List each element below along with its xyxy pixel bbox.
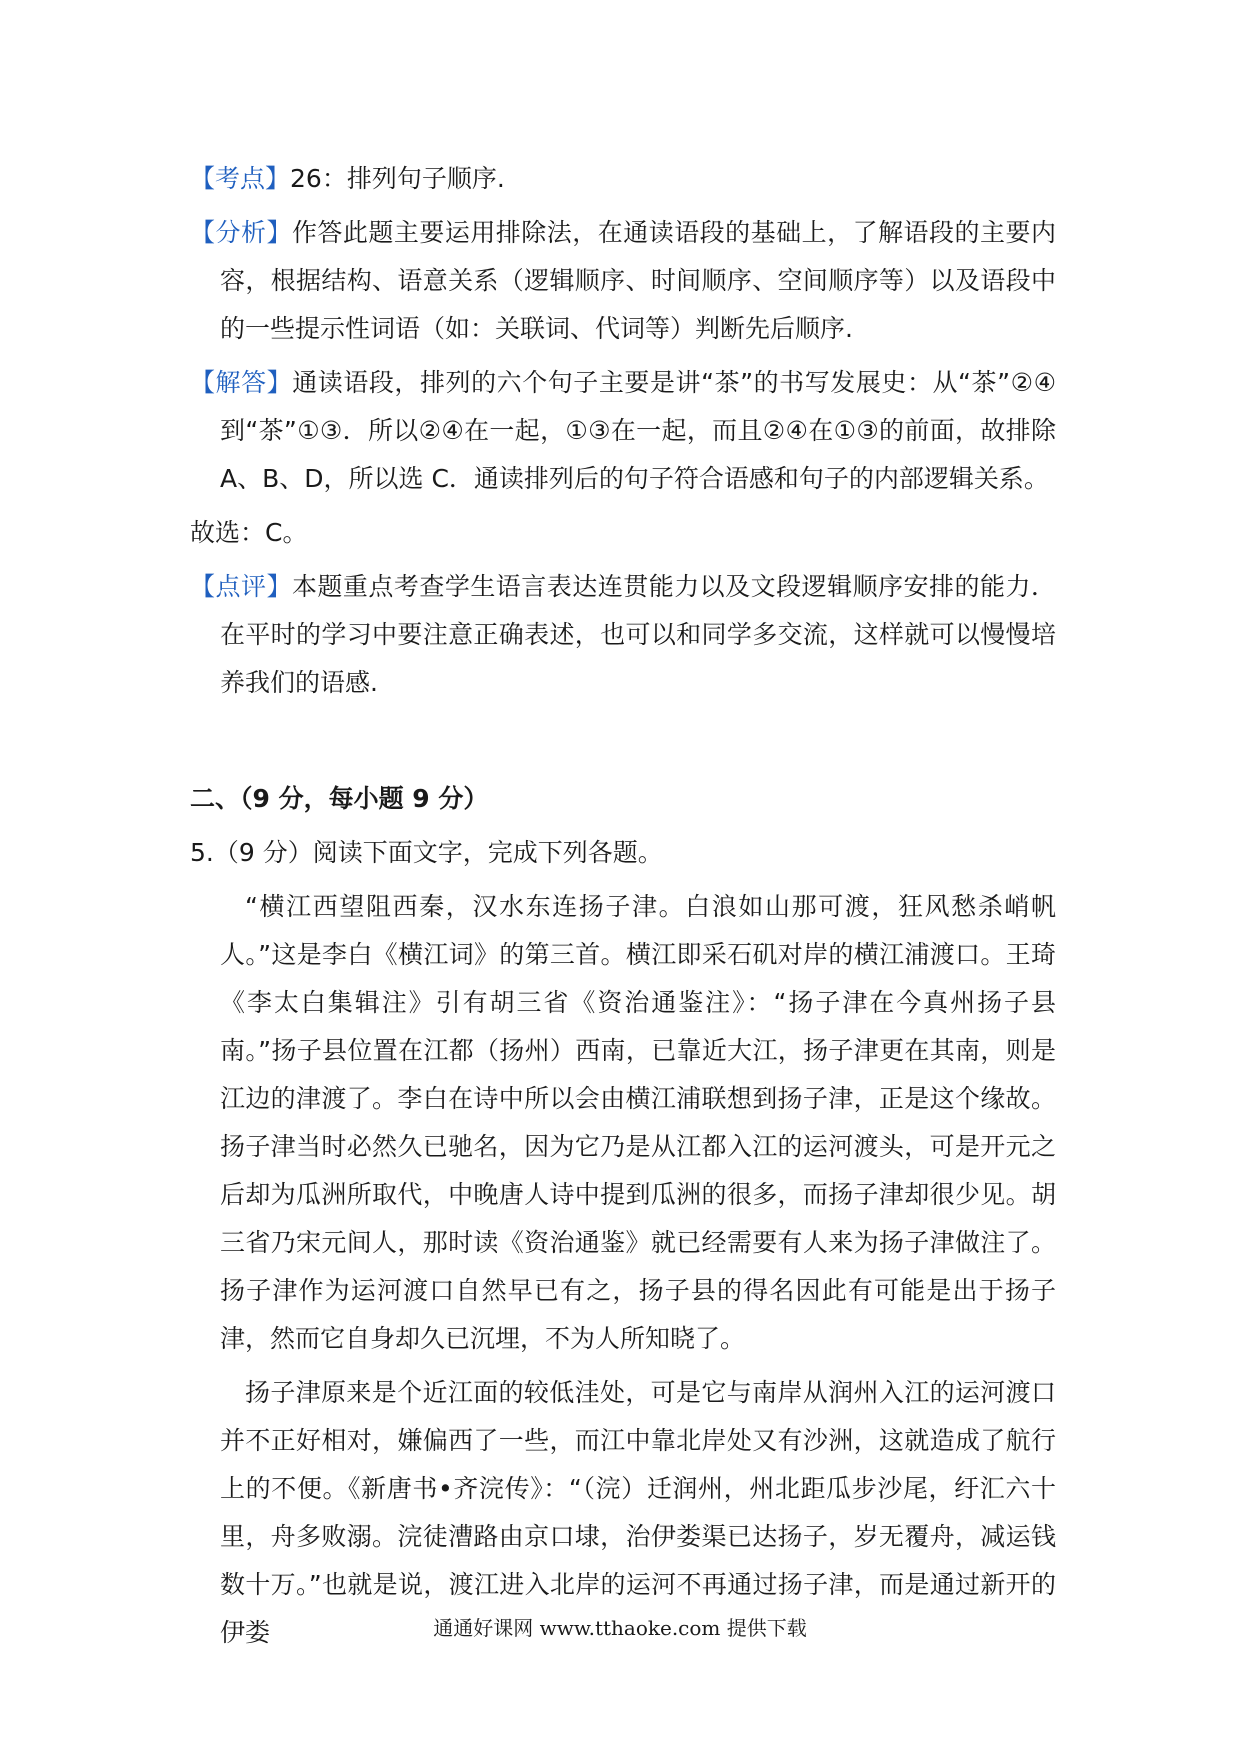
fenxi-paragraph: [190, 209, 1056, 353]
passage-paragraph-1: “横江西望阻西秦，汉水东连扬子津。白浪如山那可渡，狂风愁杀峭帆人。”这是李白《横江词》的第三首。横江即采石矶对岸的横江浦渡口。王琦《李太白集辑注》引有胡三省《资治通鉴注》：“扬子津在今真州扬子县南。”扬子县位置在江都（扬州）西南，已靠近大江，扬子津更在其南，则是江边的津渡了。李白在诗中所以会由横江浦联想到扬子津，正是这个缘故。扬子津当时必然久已驰名，因为它乃是从江都入江的运河渡头，可是开元之后却为瓜洲所取代，中晚唐人诗中提到瓜洲的很多，而扬子津却很少见。胡三省乃宋元间人，那时读《资治通鉴》就已经需要有人来为扬子津做注了。扬子津作为运河渡口自然早已有之，扬子县的得名因此有可能是出于扬子津，然而它自身却久已沉埋，不为人所知晓了。: [220, 892, 1056, 1353]
fenxi-text: 作答此题主要运用排除法，在通读语段的基础上，了解语段的主要内容，根据结构、语意关系（逻辑顺序、时间顺序、空间顺序等）以及语段中的一些提示性词语（如：关联词、代词等）判断先后顺序.: [220, 218, 1056, 343]
dianping-paragraph: [190, 563, 1056, 707]
kaodian-paragraph: [190, 155, 1056, 203]
kaodian-text: 26：排列句子顺序.: [290, 164, 505, 193]
passage-paragraph-2: 扬子津原来是个近江面的较低洼处，可是它与南岸从润州入江的运河渡口并不正好相对，嫌偏西了一些，而江中靠北岸处又有沙洲，这就造成了航行上的不便。《新唐书•齐浣传》：“（浣）迁润州，州北距瓜步沙尾，纡汇六十里，舟多败溺。浣徒漕路由京口埭，治伊娄渠已达扬子，岁无覆舟，减运钱数十万。”也就是说，渡江进入北岸的运河不再通过扬子津，而是通过新开的伊娄: [220, 1378, 1056, 1647]
jieda-tag: 【解答】: [190, 368, 293, 397]
section-spacer: [190, 713, 1056, 775]
question-line: 5.（9 分）阅读下面文字，完成下列各题。: [190, 838, 663, 867]
document-body: [190, 155, 1056, 1663]
page-footer: 通通好课网 www.tthaoke.com 提供下载: [433, 1616, 807, 1640]
section-heading: 二、（9 分，每小题 9 分）: [190, 784, 489, 813]
dianping-text: 本题重点考查学生语言表达连贯能力以及文段逻辑顺序安排的能力．在平时的学习中要注意正确表述，也可以和同学多交流，这样就可以慢慢培养我们的语感.: [220, 572, 1056, 697]
jieda-paragraph: [190, 359, 1056, 503]
kaodian-tag: 【考点】: [190, 164, 291, 193]
fenxi-tag: 【分析】: [190, 218, 292, 247]
answer-line: 故选：C。: [190, 518, 308, 547]
jieda-text: 通读语段，排列的六个句子主要是讲“茶”的书写发展史：从“茶”②④到“茶”①③．所以②④在一起，①③在一起，而且②④在①③的前面，故排除 A、B、D，所以选 C．通读排列后的句子符合语感和句子的内部逻辑关系。: [220, 368, 1056, 493]
dianping-tag: 【点评】: [190, 572, 292, 601]
